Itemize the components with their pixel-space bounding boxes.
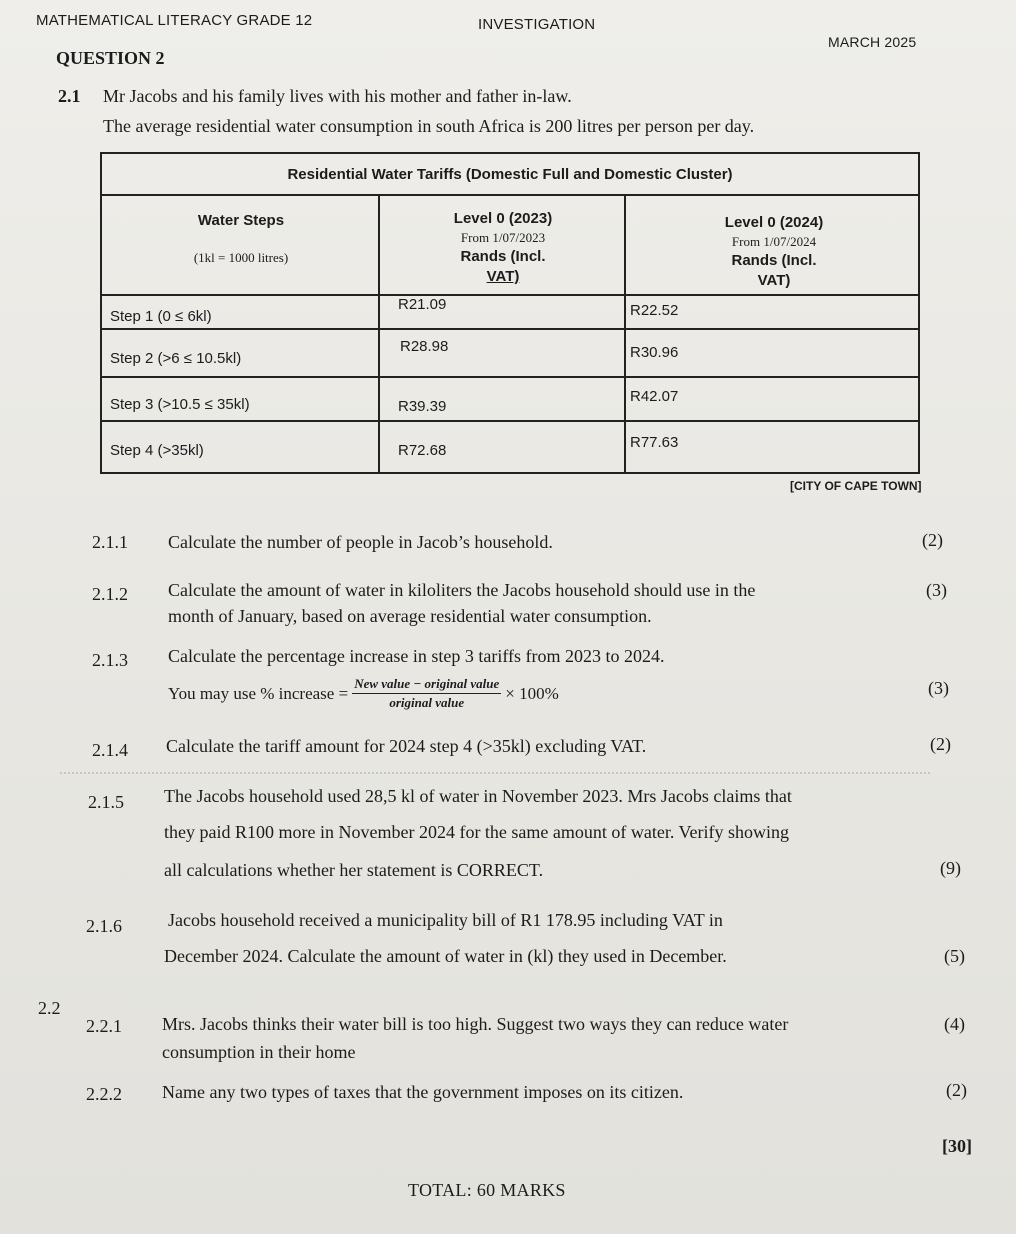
- tariff-2023: R39.39: [398, 398, 447, 415]
- table-source: [CITY OF CAPE TOWN]: [790, 479, 922, 493]
- q215-text-line3: all calculations whether her statement is CORRECT.: [164, 860, 544, 880]
- tariff-2023: R28.98: [400, 338, 449, 355]
- table-divider: [378, 194, 380, 472]
- q211-text: Calculate the number of people in Jacob’s household.: [168, 532, 553, 552]
- formula-prefix: You may use % increase =: [168, 683, 349, 703]
- q216-number: 2.1.6: [86, 916, 122, 936]
- q221-number: 2.2.1: [86, 1016, 122, 1036]
- formula-numerator: New value − original value: [352, 676, 501, 694]
- q213-text: Calculate the percentage increase in step 3 tariffs from 2023 to 2024.: [168, 646, 665, 666]
- step-label: Step 1 (0 ≤ 6kl): [110, 308, 212, 325]
- subject-header: MATHEMATICAL LITERACY GRADE 12: [36, 12, 313, 29]
- col3-head: Level 0 (2024): [724, 214, 824, 231]
- q214-marks: (2): [930, 734, 951, 754]
- table-row: [102, 328, 918, 376]
- q21-intro: Mr Jacobs and his family lives with his mother and father in-law.: [103, 86, 572, 106]
- tariff-2024: R42.07: [630, 388, 679, 405]
- q222-marks: (2): [946, 1080, 967, 1100]
- section-total: [30]: [942, 1136, 972, 1156]
- table-title: Residential Water Tariffs (Domestic Full and Domestic Cluster): [287, 166, 733, 183]
- tariff-2024: R30.96: [630, 344, 679, 361]
- step-label: Step 4 (>35kl): [110, 442, 204, 459]
- q213-marks: (3): [928, 678, 949, 698]
- question-title: QUESTION 2: [56, 48, 165, 68]
- tariff-2024: R22.52: [630, 302, 679, 319]
- formula-denominator: original value: [389, 695, 465, 710]
- q212-number: 2.1.2: [92, 584, 128, 604]
- date-header: MARCH 2025: [828, 34, 917, 50]
- q214-number: 2.1.4: [92, 740, 128, 760]
- q211-marks: (2): [922, 530, 943, 550]
- formula-suffix: × 100%: [505, 683, 559, 703]
- table-divider: [624, 194, 626, 472]
- q216-text-line2: December 2024. Calculate the amount of water in (kl) they used in December.: [164, 946, 727, 966]
- q221-marks: (4): [944, 1014, 965, 1034]
- step-label: Step 2 (>6 ≤ 10.5kl): [110, 350, 242, 367]
- q215-number: 2.1.5: [88, 792, 124, 812]
- q222-number: 2.2.2: [86, 1084, 122, 1104]
- tariff-2023: R21.09: [398, 296, 447, 313]
- q221-text-line1: Mrs. Jacobs thinks their water bill is too high. Suggest two ways they can reduce water: [162, 1014, 789, 1034]
- percentage-formula: [168, 676, 559, 711]
- q215-marks: (9): [940, 858, 961, 878]
- col1-sub: (1kl = 1000 litres): [193, 250, 289, 265]
- q215-text-line2: they paid R100 more in November 2024 for the same amount of water. Verify showing: [164, 822, 790, 842]
- tariff-table: [100, 152, 920, 474]
- q21-number: 2.1: [58, 86, 81, 106]
- faint-divider: [60, 772, 930, 774]
- col1-head: Water Steps: [197, 212, 285, 229]
- col3-rands: Rands (Incl.: [731, 252, 817, 269]
- col2-rands: Rands (Incl.: [460, 248, 546, 265]
- q212-text-line1: Calculate the amount of water in kiloliters the Jacobs household should use in the: [168, 580, 756, 600]
- investigation-header: INVESTIGATION: [478, 16, 596, 33]
- q213-number: 2.1.3: [92, 650, 128, 670]
- q221-text-line2: consumption in their home: [162, 1042, 356, 1062]
- col3-from: From 1/07/2024: [731, 234, 817, 249]
- q214-text: Calculate the tariff amount for 2024 step 4 (>35kl) excluding VAT.: [166, 736, 647, 756]
- q216-marks: (5): [944, 946, 965, 966]
- formula-fraction: [352, 676, 501, 711]
- col3-vat: VAT): [757, 272, 791, 289]
- table-header-row: [102, 194, 918, 296]
- table-row: [102, 420, 918, 474]
- col2-from: From 1/07/2023: [460, 230, 546, 245]
- q21-context: The average residential water consumption in south Africa is 200 litres per person per day.: [103, 116, 755, 136]
- q222-text: Name any two types of taxes that the government imposes on its citizen.: [162, 1082, 684, 1102]
- table-row: [102, 376, 918, 422]
- q212-marks: (3): [926, 580, 947, 600]
- q22-number: 2.2: [38, 998, 61, 1018]
- col2-vat: VAT): [486, 268, 520, 285]
- q216-text-line1: Jacobs household received a municipality bill of R1 178.95 including VAT in: [168, 910, 723, 930]
- total-marks: TOTAL: 60 MARKS: [408, 1180, 566, 1200]
- step-label: Step 3 (>10.5 ≤ 35kl): [110, 396, 250, 413]
- q211-number: 2.1.1: [92, 532, 128, 552]
- tariff-2023: R72.68: [398, 442, 447, 459]
- q212-text-line2: month of January, based on average residential water consumption.: [168, 606, 652, 626]
- col2-head: Level 0 (2023): [453, 210, 553, 227]
- q215-text-line1: The Jacobs household used 28,5 kl of water in November 2023. Mrs Jacobs claims that: [164, 786, 792, 806]
- tariff-2024: R77.63: [630, 434, 679, 451]
